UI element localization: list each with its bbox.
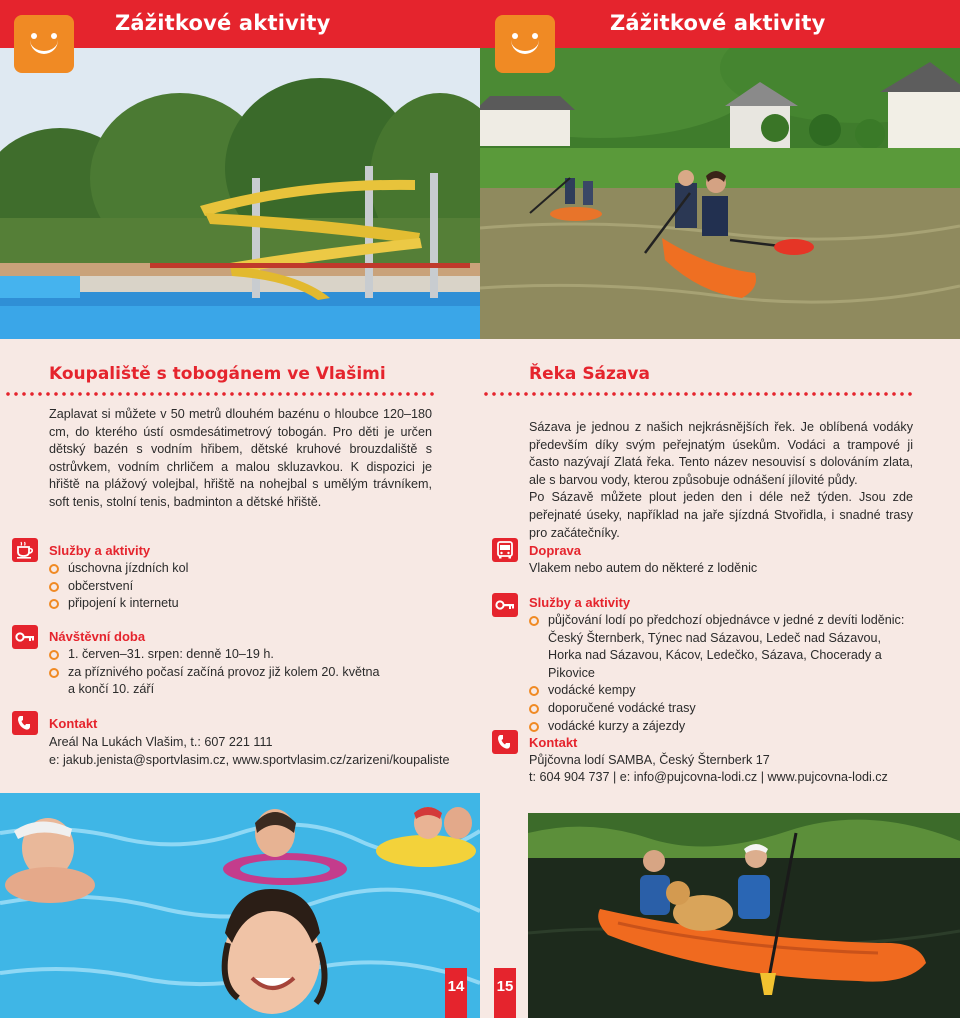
dotted-divider bbox=[482, 391, 912, 397]
list-item: připojení k internetu bbox=[49, 595, 439, 613]
right-page bbox=[480, 0, 960, 1018]
smiley-logo-icon bbox=[495, 15, 555, 73]
contact-address: Areál Na Lukách Vlašim, t.: 607 221 111 bbox=[49, 735, 273, 749]
list-item: vodácké kurzy a zájezdy bbox=[529, 718, 914, 736]
contact-title: Kontakt bbox=[529, 735, 578, 750]
services-title: Služby a aktivity bbox=[529, 595, 631, 610]
header-title: Zážitkové aktivity bbox=[115, 11, 331, 35]
list-item: úschovna jízdních kol bbox=[49, 560, 439, 578]
list-item: občerstvení bbox=[49, 578, 439, 596]
contact-title: Kontakt bbox=[49, 716, 98, 731]
list-item: půjčování lodí po předchozí objednávce v jedné z devíti loděnic: Český Šternberk, Týnec nad Sázavou, Ledeč nad Sázavou, Horka nad Sázavou, Kácov, Ledečko, Sázava, Chocerady a Pikovice bbox=[529, 612, 914, 682]
transport-title: Doprava bbox=[529, 543, 582, 558]
contact-links: t: 604 904 737 | e: info@pujcovna-lodi.cz | www.pujcovna-lodi.cz bbox=[529, 770, 888, 784]
key-icon bbox=[12, 625, 38, 649]
list-item: 1. červen–31. srpen: denně 10–19 h. bbox=[49, 646, 389, 664]
dotted-divider bbox=[4, 391, 434, 397]
canoe-with-dog-photo bbox=[528, 813, 960, 1018]
pool-waterslide-photo bbox=[0, 48, 480, 339]
page-number: 15 bbox=[494, 968, 516, 1018]
list-item: za příznivého počasí začíná provoz již kolem 20. května a končí 10. září bbox=[49, 664, 389, 699]
description-paragraph: Zaplavat si můžete v 50 metrů dlouhém bazénu o hloubce 120–180 cm, do kterého ústí osmdesátimetrový tobogán. Pro děti je určen dětský bazén s vodním hřibem, dětské kruhové brouzdaliště s ostrůvkem, vodním chrličem a malou skluzavkou. K dispozici je hřiště na plážový volejbal, hřiště na nohejbal s umělým trávníkem, soft tenis, stolní tenis, badminton a dětské hřiště. bbox=[49, 407, 432, 509]
phone-icon bbox=[12, 711, 38, 735]
hours-list bbox=[49, 646, 389, 699]
contact-address: Půjčovna lodí SAMBA, Český Šternberk 17 bbox=[529, 753, 770, 767]
smiley-logo-icon bbox=[14, 15, 74, 73]
section-heading: Koupaliště s tobogánem ve Vlašimi bbox=[49, 364, 386, 384]
header-title: Zážitkové aktivity bbox=[610, 11, 826, 35]
children-swimming-photo bbox=[0, 793, 480, 1018]
river-canoe-photo bbox=[480, 48, 960, 339]
section-heading: Řeka Sázava bbox=[529, 364, 650, 384]
description-paragraph: Sázava je jednou z našich nejkrásnějších řek. Je oblíbená vodáky především díky svým peřejnatým úsekům. Vodáci a trampové ji často nazývají Zlatá řeka. Tento název nesouvisí s dolováním zlata, ale s barvou vody, kterou způsobuje odnášení jílovité půdy. Po Sázavě můžete plout jeden den i déle než týden. Jsou zde peřejnaté úseky, například na jaře sjízdná Stvořidla, i snadné trasy pro začátečníky. bbox=[529, 420, 913, 540]
hours-title: Návštěvní doba bbox=[49, 629, 146, 644]
bus-icon bbox=[492, 538, 518, 562]
page-number: 14 bbox=[445, 968, 467, 1018]
contact-links: e: jakub.jenista@sportvlasim.cz, www.sportvlasim.cz/zarizeni/koupaliste bbox=[49, 753, 450, 767]
services-list bbox=[49, 560, 439, 613]
list-item: vodácké kempy bbox=[529, 682, 914, 700]
phone-icon bbox=[492, 730, 518, 754]
services-title: Služby a aktivity bbox=[49, 543, 151, 558]
list-item: doporučené vodácké trasy bbox=[529, 700, 914, 718]
key-icon bbox=[492, 593, 518, 617]
transport-text: Vlakem nebo autem do některé z loděnic bbox=[529, 561, 758, 575]
cup-icon bbox=[12, 538, 38, 562]
services-list bbox=[529, 612, 914, 735]
